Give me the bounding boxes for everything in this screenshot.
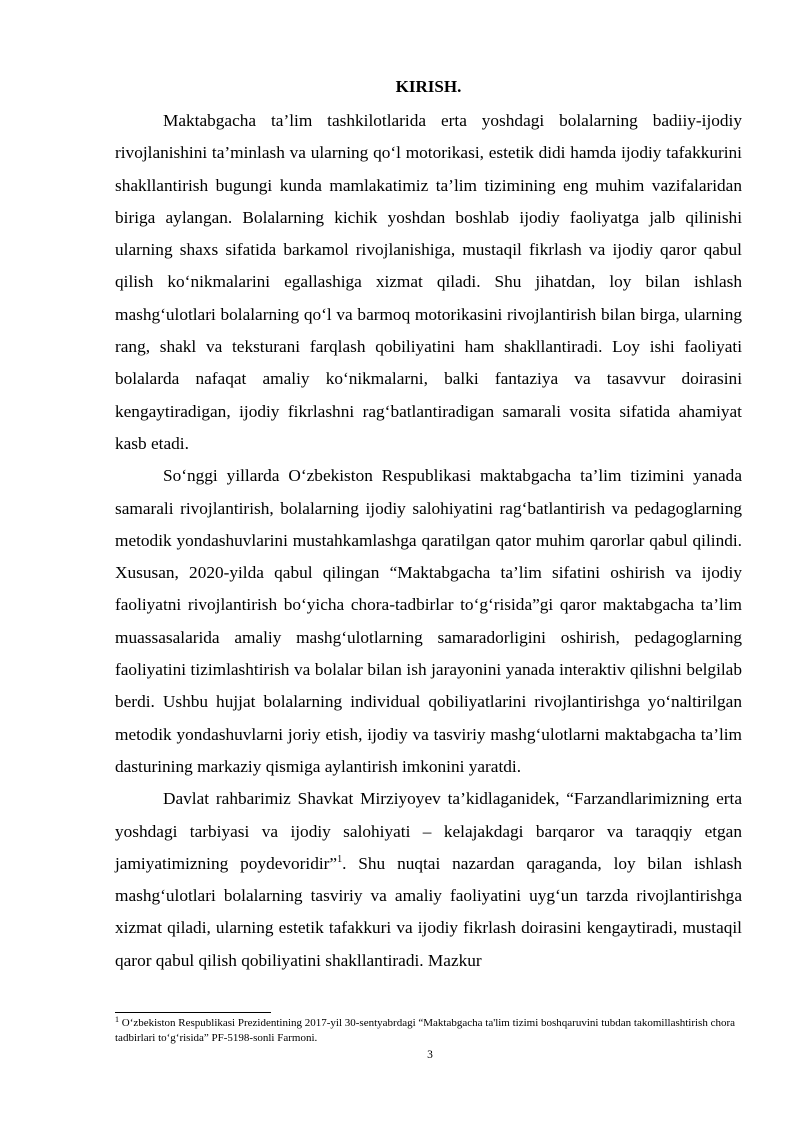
footnote-reference[interactable]: 1 xyxy=(337,853,343,865)
footnote-separator xyxy=(115,1012,271,1013)
paragraph-3 xyxy=(115,783,742,977)
footnote-text: O‘zbekiston Respublikasi Prezidentining 2017-yil 30-sentyabrdagi “Maktabgacha ta'lim tizimi boshqaruvini tubdan takomillashtirish chora tadbirlari to‘g‘risida” PF-5198-sonli Farmoni. xyxy=(115,1017,736,1044)
paragraph-1: Maktabgacha ta’lim tashkilotlarida erta yoshdagi bolalarning badiiy-ijodiy rivojlanishini ta’minlash va ularning qo‘l motorikasi, estetik didi hamda ijodiy tafakkurini shakllantirish bugungi kunda mamlakatimiz ta’lim tizimining eng muhim vazifalaridan biriga aylangan. Bolalarning kichik yoshdan boshlab ijodiy faoliyatga jalb qilinishi ularning shaxs sifatida barkamol rivojlanishiga, mustaqil fikrlash va ijodiy qaror qabul qilish ko‘nikmalarini egallashiga xizmat qiladi. Shu jihatdan, loy bilan ishlash mashg‘ulotlari bolalarning qo‘l va barmoq motorikasini rivojlantirish bilan birga, ularning rang, shakl va teksturani farqlash qobiliyatini ham shakllantiradi. Loy ishi faoliyati bolalarda nafaqat amaliy ko‘nikmalarni, balki fantaziya va tasavvur doirasini kengaytiradigan, ijodiy fikrlashni rag‘batlantiradigan samarali vosita sifatida ahamiyat kasb etadi. xyxy=(115,111,742,453)
page-number: 3 xyxy=(427,1049,433,1061)
paragraph-3-text-end: . Shu nuqtai nazardan qaraganda, loy bilan ishlash mashg‘ulotlari bolalarning tasviriy va amaliy faoliyatini uyg‘un tarzda rivojlantirishga xizmat qiladi, ularning estetik tafakkuri va ijodiy fikrlash doirasini kengaytiradi, mustaqil qaror qabul qilish qobiliyatini shakllantiradi. Mazkur xyxy=(115,853,742,970)
section-title: KIRISH. xyxy=(395,77,462,96)
paragraph-3-text-start: Davlat rahbarimiz Shavkat Mirziyoyev ta’kidlaganidek, “Farzandlarimizning erta yoshdagi tarbiyasi va ijodiy salohiyati – kelajakdagi barqaror va taraqqiy etgan jamiyatimizning poydevoridir” xyxy=(115,789,742,873)
footnote-mark: 1 xyxy=(115,1015,119,1024)
body-text xyxy=(115,105,742,977)
footnote xyxy=(115,1016,742,1046)
paragraph-2: So‘nggi yillarda O‘zbekiston Respublikasi maktabgacha ta’lim tizimini yanada samarali rivojlantirish, bolalarning ijodiy salohiyatini rag‘batlantirish va pedagoglarning metodik yondashuvlarini mustahkamlashga qaratilgan qator muhim qarorlar qabul qilindi. Xususan, 2020-yilda qabul qilingan “Maktabgacha ta’lim sifatini oshirish va ijodiy faoliyatni rivojlantirish bo‘yicha chora-tadbirlar to‘g‘risida”gi qaror maktabgacha ta’lim muassasalarida amaliy mashg‘ulotlarning samaradorligini oshirish, pedagoglarning faoliyatini tizimlashtirish va bolalar bilan ish jarayonini yanada interaktiv qilishni belgilab berdi. Ushbu hujjat bolalarning individual qobiliyatlarini rivojlantirishga yo‘naltirilgan metodik yondashuvlarni joriy etish, ijodiy va tasviriy mashg‘ulotlarni maktabgacha ta’lim dasturining markaziy qismiga aylantirish imkonini yaratdi. xyxy=(115,466,742,776)
